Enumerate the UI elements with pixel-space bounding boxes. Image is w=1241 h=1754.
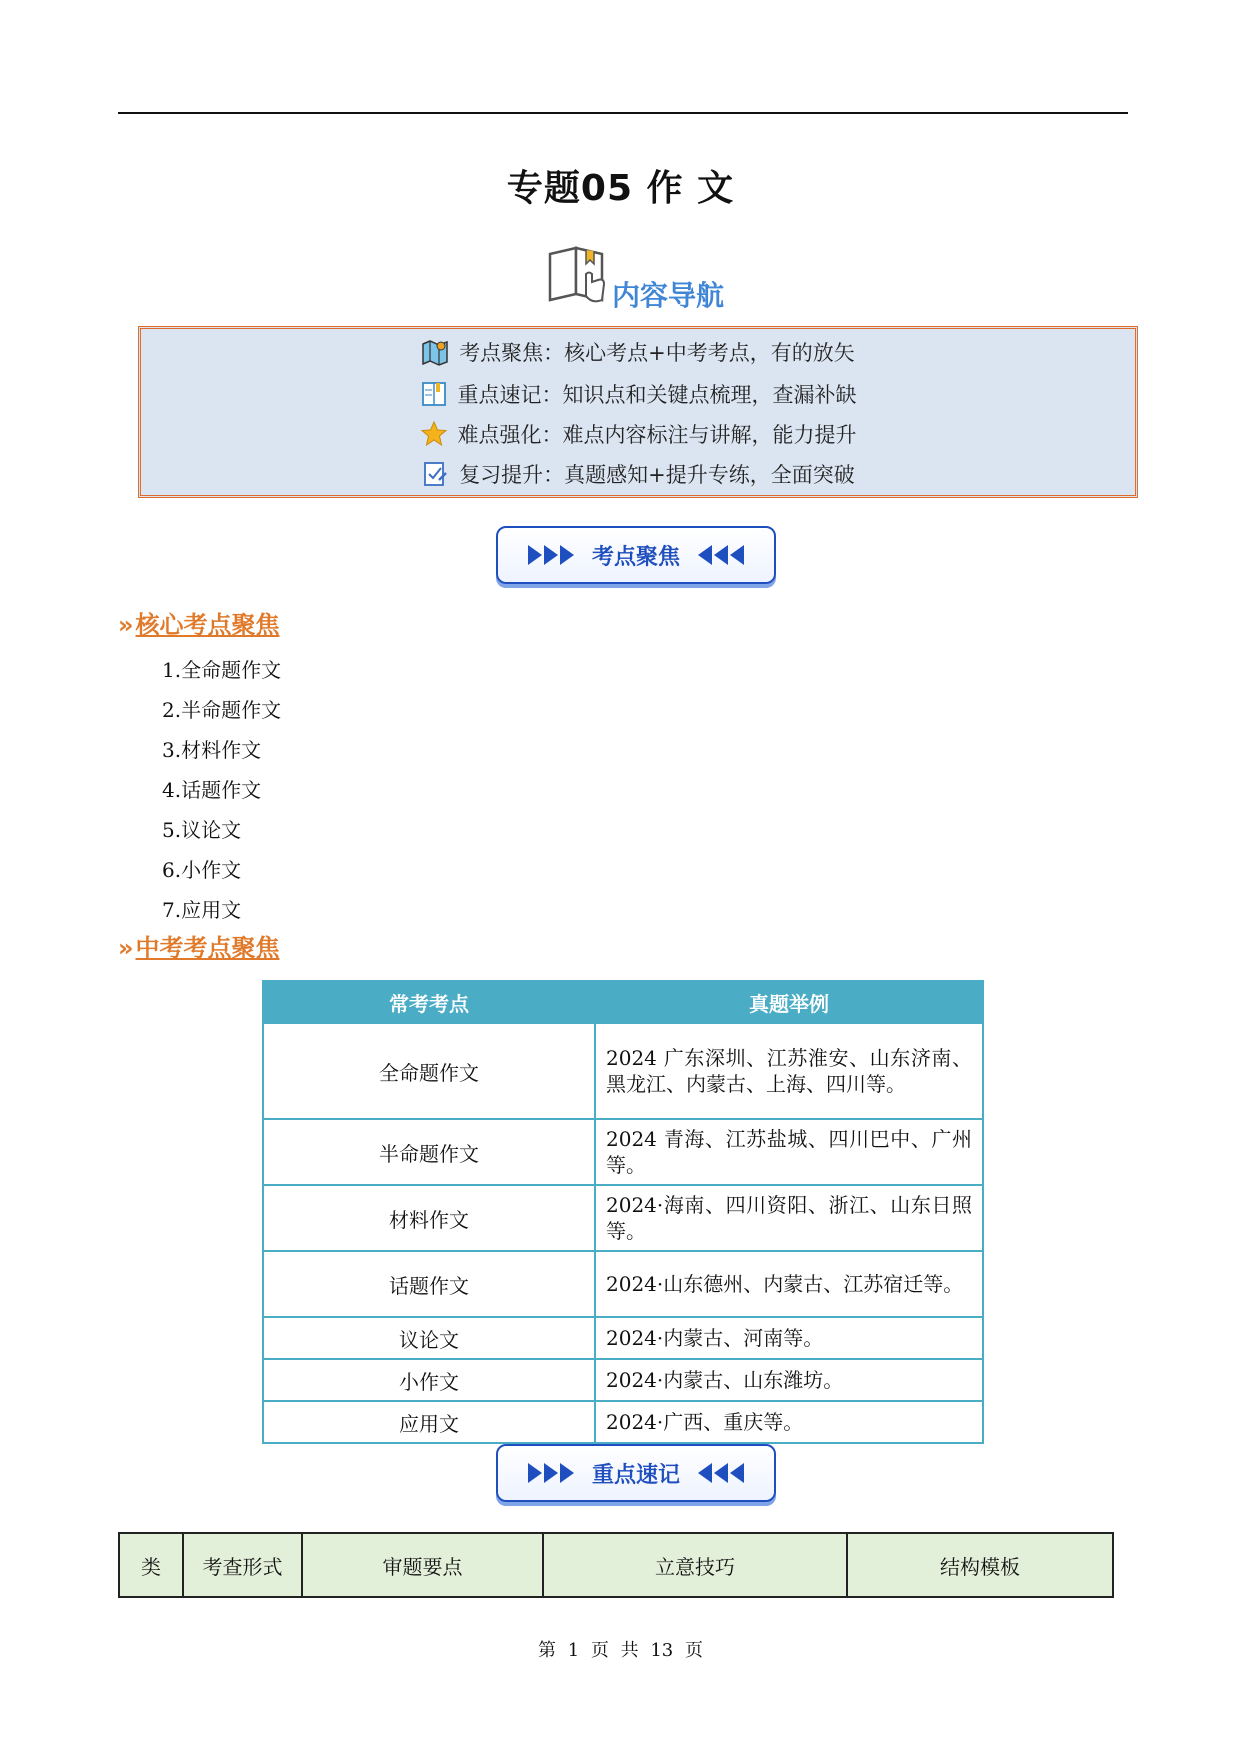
table-header: 立意技巧 — [543, 1533, 847, 1597]
nav-item-notes — [141, 379, 1135, 409]
page-title: 专题05 作 文 — [506, 168, 735, 209]
banner-notes — [496, 1444, 776, 1502]
table-row — [119, 1533, 1113, 1597]
table-header: 结构模板 — [847, 1533, 1113, 1597]
table-cell: 话题作文 — [263, 1251, 595, 1317]
table-header: 考查形式 — [183, 1533, 302, 1597]
table-row — [263, 1401, 983, 1443]
core-section-title: 核心考点聚焦 — [135, 611, 280, 639]
nav-item-text: 复习提升：真题感知+提升专练，全面突破 — [459, 463, 855, 487]
exam-section-heading — [118, 928, 280, 963]
table-header: 真题举例 — [595, 981, 983, 1023]
star-icon — [420, 420, 448, 448]
list-item: 4.话题作文 — [162, 778, 262, 802]
page-footer: 第 1 页 共 13 页 — [538, 1640, 703, 1661]
nav-item-text: 难点强化：难点内容标注与讲解，能力提升 — [457, 423, 857, 447]
table-cell: 2024·内蒙古、河南等。 — [595, 1317, 983, 1359]
table-row — [263, 1119, 983, 1185]
core-section-heading — [118, 605, 280, 640]
nav-item-difficult — [141, 419, 1135, 449]
double-chevron-icon: » — [118, 934, 134, 962]
double-chevron-icon: » — [118, 611, 134, 639]
nav-box — [138, 326, 1138, 498]
table-cell: 2024 青海、江苏盐城、四川巴中、广州等。 — [595, 1119, 983, 1185]
list-item: 5.议论文 — [162, 818, 242, 842]
table-cell: 议论文 — [263, 1317, 595, 1359]
banner-focus — [496, 526, 776, 584]
exam-section-title: 中考考点聚焦 — [135, 934, 280, 962]
checklist-icon — [421, 460, 449, 488]
core-topic-list — [162, 650, 281, 930]
table-cell: 半命题作文 — [263, 1119, 595, 1185]
table-row — [263, 1317, 983, 1359]
book-icon — [420, 380, 448, 408]
table-cell: 材料作文 — [263, 1185, 595, 1251]
exam-points-table — [262, 980, 984, 1444]
table-cell: 全命题作文 — [263, 1023, 595, 1119]
table-cell: 小作文 — [263, 1359, 595, 1401]
nav-item-review — [141, 459, 1135, 489]
table-row — [263, 1185, 983, 1251]
banner-label: 考点聚焦 — [591, 544, 680, 570]
top-rule — [118, 112, 1128, 114]
list-item: 6.小作文 — [162, 858, 242, 882]
list-item: 7.应用文 — [162, 898, 242, 922]
nav-item-text: 考点聚焦：核心考点+中考考点，有的放矢 — [459, 341, 855, 365]
table-header: 类 — [119, 1533, 183, 1597]
table-row — [263, 1359, 983, 1401]
table-header: 常考考点 — [263, 981, 595, 1023]
table-cell: 2024·山东德州、内蒙古、江苏宿迁等。 — [595, 1251, 983, 1317]
table-row — [263, 1023, 983, 1119]
table-cell: 2024·广西、重庆等。 — [595, 1401, 983, 1443]
table-cell: 2024 广东深圳、江苏淮安、山东济南、黑龙江、内蒙古、上海、四川等。 — [595, 1023, 983, 1119]
list-item: 1.全命题作文 — [162, 658, 282, 682]
table-row — [263, 1251, 983, 1317]
triple-arrow-right-icon — [528, 545, 574, 565]
triple-arrow-left-icon — [698, 545, 744, 565]
list-item: 3.材料作文 — [162, 738, 262, 762]
table-header: 审题要点 — [302, 1533, 543, 1597]
nav-title: 内容导航 — [612, 279, 725, 312]
table-cell: 2024·内蒙古、山东潍坊。 — [595, 1359, 983, 1401]
table-cell: 应用文 — [263, 1401, 595, 1443]
book-pointer-icon — [546, 244, 616, 306]
list-item: 2.半命题作文 — [162, 698, 282, 722]
triple-arrow-left-icon — [698, 1463, 744, 1483]
table-cell: 2024·海南、四川资阳、浙江、山东日照等。 — [595, 1185, 983, 1251]
nav-item-focus — [141, 337, 1135, 367]
banner-label: 重点速记 — [591, 1462, 680, 1488]
summary-table — [118, 1532, 1114, 1598]
nav-item-text: 重点速记：知识点和关键点梳理，查漏补缺 — [457, 383, 857, 407]
content-nav-header — [546, 244, 746, 314]
triple-arrow-right-icon — [528, 1463, 574, 1483]
map-icon — [421, 338, 449, 366]
